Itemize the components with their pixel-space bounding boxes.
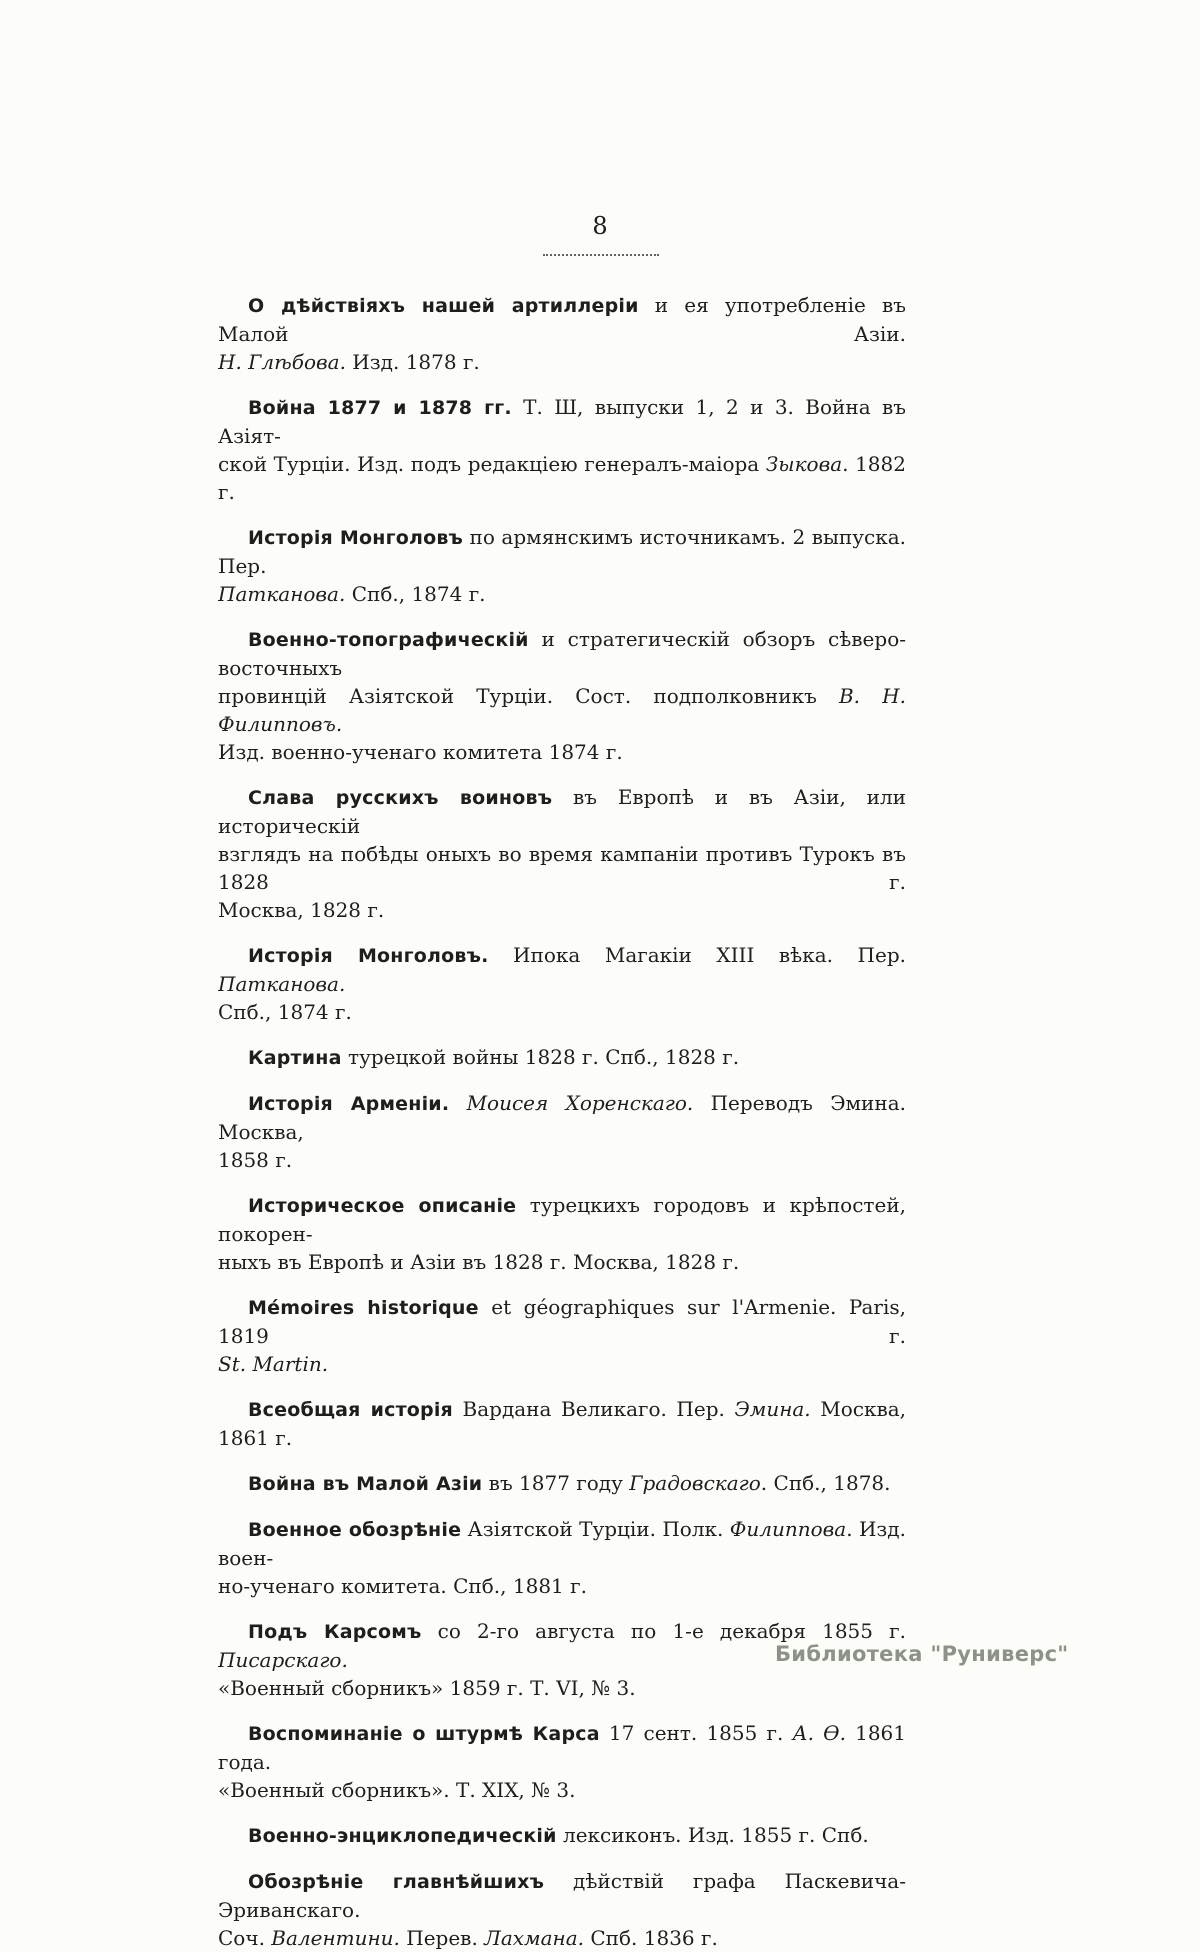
entry-lead-text: О дѣйствіяхъ нашей артиллеріи: [248, 295, 639, 317]
entry-line: [218, 1924, 906, 1952]
bibliography-entry: [218, 1395, 906, 1452]
entry-line: [218, 1089, 906, 1146]
entry-line: [218, 1776, 906, 1804]
entry-line: [218, 1146, 906, 1174]
entry-text: . 1882 г.: [218, 452, 906, 504]
entry-text: въ Европѣ и въ Азіи, или историческій: [218, 785, 906, 838]
entry-text: турецкой войны 1828 г. Спб., 1828 г.: [341, 1045, 740, 1069]
entry-text: . Изд. воен-: [218, 1517, 906, 1570]
bibliography-entry: [218, 1719, 906, 1804]
entry-line: [218, 1821, 906, 1850]
entry-line: [218, 580, 906, 608]
entry-text: «Военный сборникъ» 1859 г. Т. VI, № 3.: [218, 1676, 636, 1700]
library-watermark: Библиотека "Руниверс": [775, 1642, 1069, 1666]
entry-text: ской Турціи. Изд. подъ редакціею генералъ-маіора: [218, 452, 766, 476]
entry-lead-text: Исторія Арменіи.: [248, 1093, 450, 1115]
entry-text: ныхъ въ Европѣ и Азіи въ 1828 г. Москва, 1828 г.: [218, 1250, 740, 1274]
entry-line: [218, 783, 906, 840]
entry-lead-text: Слава русскихъ воиновъ: [248, 787, 553, 809]
bibliography-entry: [218, 1515, 906, 1600]
page-number: 8: [592, 212, 608, 240]
bibliography-entry: [218, 1469, 906, 1498]
entry-line: [218, 393, 906, 450]
entry-italic-text: В. Н. Филипповъ.: [218, 684, 906, 736]
entry-text: Спб., 1874 г.: [218, 1000, 352, 1024]
entry-line: [218, 941, 906, 998]
entry-italic-text: Градовскаго: [629, 1471, 761, 1495]
bibliography-entry: [218, 783, 906, 924]
entry-text: и стратегическій обзоръ сѣверо-восточныхъ: [218, 627, 906, 680]
entry-line: [218, 1293, 906, 1350]
entry-line: [218, 348, 906, 376]
entry-line: [218, 998, 906, 1026]
entry-line: [218, 1191, 906, 1248]
entry-line: [218, 738, 906, 766]
entry-italic-text: Н. Глѣбова.: [218, 350, 346, 374]
entry-line: [218, 1469, 906, 1498]
bibliography-entry: [218, 625, 906, 766]
page-number-rule: [543, 254, 659, 256]
bibliography-entry: [218, 523, 906, 608]
entry-text: Спб. 1836 г.: [584, 1926, 718, 1950]
entry-lead-text: Исторія Монголовъ: [248, 527, 464, 549]
entry-text: Переводъ Эмина. Москва,: [218, 1091, 906, 1144]
bibliography-entry: [218, 1089, 906, 1174]
entry-text: Соч.: [218, 1926, 272, 1950]
entry-text: со 2-го августа по 1-е декабря 1855 г.: [421, 1619, 906, 1643]
entry-text: турецкихъ городовъ и крѣпостей, покорен-: [218, 1193, 906, 1246]
entry-text: по армянскимъ источникамъ. 2 выпуска. Пер.: [218, 525, 906, 578]
entry-line: [218, 1674, 906, 1702]
entry-lead-text: Всеобщая исторія: [248, 1399, 453, 1421]
entry-lead-text: Война въ Малой Азіи: [248, 1473, 483, 1495]
entry-italic-text: Филиппова: [729, 1517, 847, 1541]
entry-line: [218, 1867, 906, 1924]
bibliography-entry: [218, 1821, 906, 1850]
bibliography-entry: [218, 393, 906, 506]
entry-text: дѣйствій графа Паскевича-Эриванскаго.: [218, 1869, 906, 1922]
entry-italic-text: Лахмана.: [484, 1926, 585, 1950]
entry-text: Москва, 1861 г.: [218, 1397, 906, 1450]
entry-lead-text: Подъ Карсомъ: [248, 1621, 422, 1643]
entry-text: 17 сент. 1855 г.: [599, 1721, 793, 1745]
bibliography-entry: [218, 1867, 906, 1952]
entry-italic-text: Валентини.: [271, 1926, 400, 1950]
entry-italic-text: Патканова.: [218, 972, 346, 996]
entry-lead-text: Война 1877 и 1878 гг.: [248, 397, 512, 419]
entry-text: Ипока Магакіи XIII вѣка. Пер.: [488, 943, 906, 967]
entry-line: [218, 896, 906, 924]
bibliography-entry: [218, 1293, 906, 1378]
bibliography-entry: [218, 1191, 906, 1276]
entry-italic-text: Зыкова: [765, 452, 843, 476]
entry-line: [218, 682, 906, 738]
entry-lead-text: Военное обозрѣніе: [248, 1519, 462, 1541]
entry-italic-text: А. Ѳ.: [792, 1721, 846, 1745]
entry-text: 1861 года.: [218, 1721, 906, 1774]
entry-text: [449, 1091, 466, 1115]
entry-lead-text: Обозрѣніе главнѣйшихъ: [248, 1871, 545, 1893]
entry-text: провинцій Азіятской Турціи. Сост. подполковникъ: [218, 684, 839, 708]
entry-italic-text: Эмина.: [734, 1397, 811, 1421]
entry-text: Вардана Великаго. Пер.: [452, 1397, 735, 1421]
entry-lead-text: Mémoires historique: [248, 1297, 479, 1319]
entry-text: Москва, 1828 г.: [218, 898, 385, 922]
bibliography-entry: [218, 941, 906, 1026]
entry-line: [218, 1515, 906, 1572]
entry-text: и ея употребленіе въ Малой Азіи.: [218, 293, 906, 346]
entry-line: [218, 1350, 906, 1378]
entry-text: . Спб., 1878.: [760, 1471, 891, 1495]
entry-text: 1858 г.: [218, 1148, 293, 1172]
entry-text: Перев.: [399, 1926, 485, 1950]
entry-line: [218, 840, 906, 896]
bibliography-entry: [218, 1043, 906, 1072]
entry-line: [218, 523, 906, 580]
entry-italic-text: Моисея Хоренскаго.: [466, 1091, 694, 1115]
entry-text: но-ученаго комитета. Спб., 1881 г.: [218, 1574, 587, 1598]
entry-lead-text: Историческое описаніе: [248, 1195, 517, 1217]
entry-line: [218, 450, 906, 506]
entry-text: et géographiques sur l'Armenie. Paris, 1819 г.: [218, 1295, 906, 1348]
entry-italic-text: Писарскаго.: [218, 1648, 348, 1672]
entry-lead-text: Исторія Монголовъ.: [248, 945, 489, 967]
entry-lead-text: Военно-энциклопедическій: [248, 1825, 557, 1847]
entry-line: [218, 1395, 906, 1452]
entry-lead-text: Военно-топографическій: [248, 629, 529, 651]
entry-text: Азіятской Турціи. Полк.: [461, 1517, 730, 1541]
bibliography-entry: [218, 291, 906, 376]
entry-lead-text: Картина: [248, 1047, 342, 1069]
entry-line: [218, 625, 906, 682]
entry-line: [218, 1719, 906, 1776]
entry-text: Изд. 1878 г.: [345, 350, 480, 374]
entry-line: [218, 1043, 906, 1072]
entry-line: [218, 291, 906, 348]
entry-text: Т. Ш, выпуски 1, 2 и 3. Война въ Азіят-: [218, 395, 906, 448]
entry-line: [218, 1248, 906, 1276]
entry-text: въ 1877 году: [482, 1471, 630, 1495]
entry-text: «Военный сборникъ». Т. XIX, № 3.: [218, 1778, 576, 1802]
entry-text: взглядъ на побѣды оныхъ во время кампаніи противъ Турокъ въ 1828 г.: [218, 842, 906, 894]
entry-italic-text: St. Martin.: [218, 1352, 329, 1376]
entry-text: лексиконъ. Изд. 1855 г. Спб.: [556, 1823, 869, 1847]
entry-line: [218, 1572, 906, 1600]
entry-italic-text: Патканова.: [218, 582, 346, 606]
entry-lead-text: Воспоминаніе о штурмѣ Карса: [248, 1723, 600, 1745]
entry-text: Спб., 1874 г.: [345, 582, 486, 606]
entry-text: Изд. военно-ученаго комитета 1874 г.: [218, 740, 623, 764]
